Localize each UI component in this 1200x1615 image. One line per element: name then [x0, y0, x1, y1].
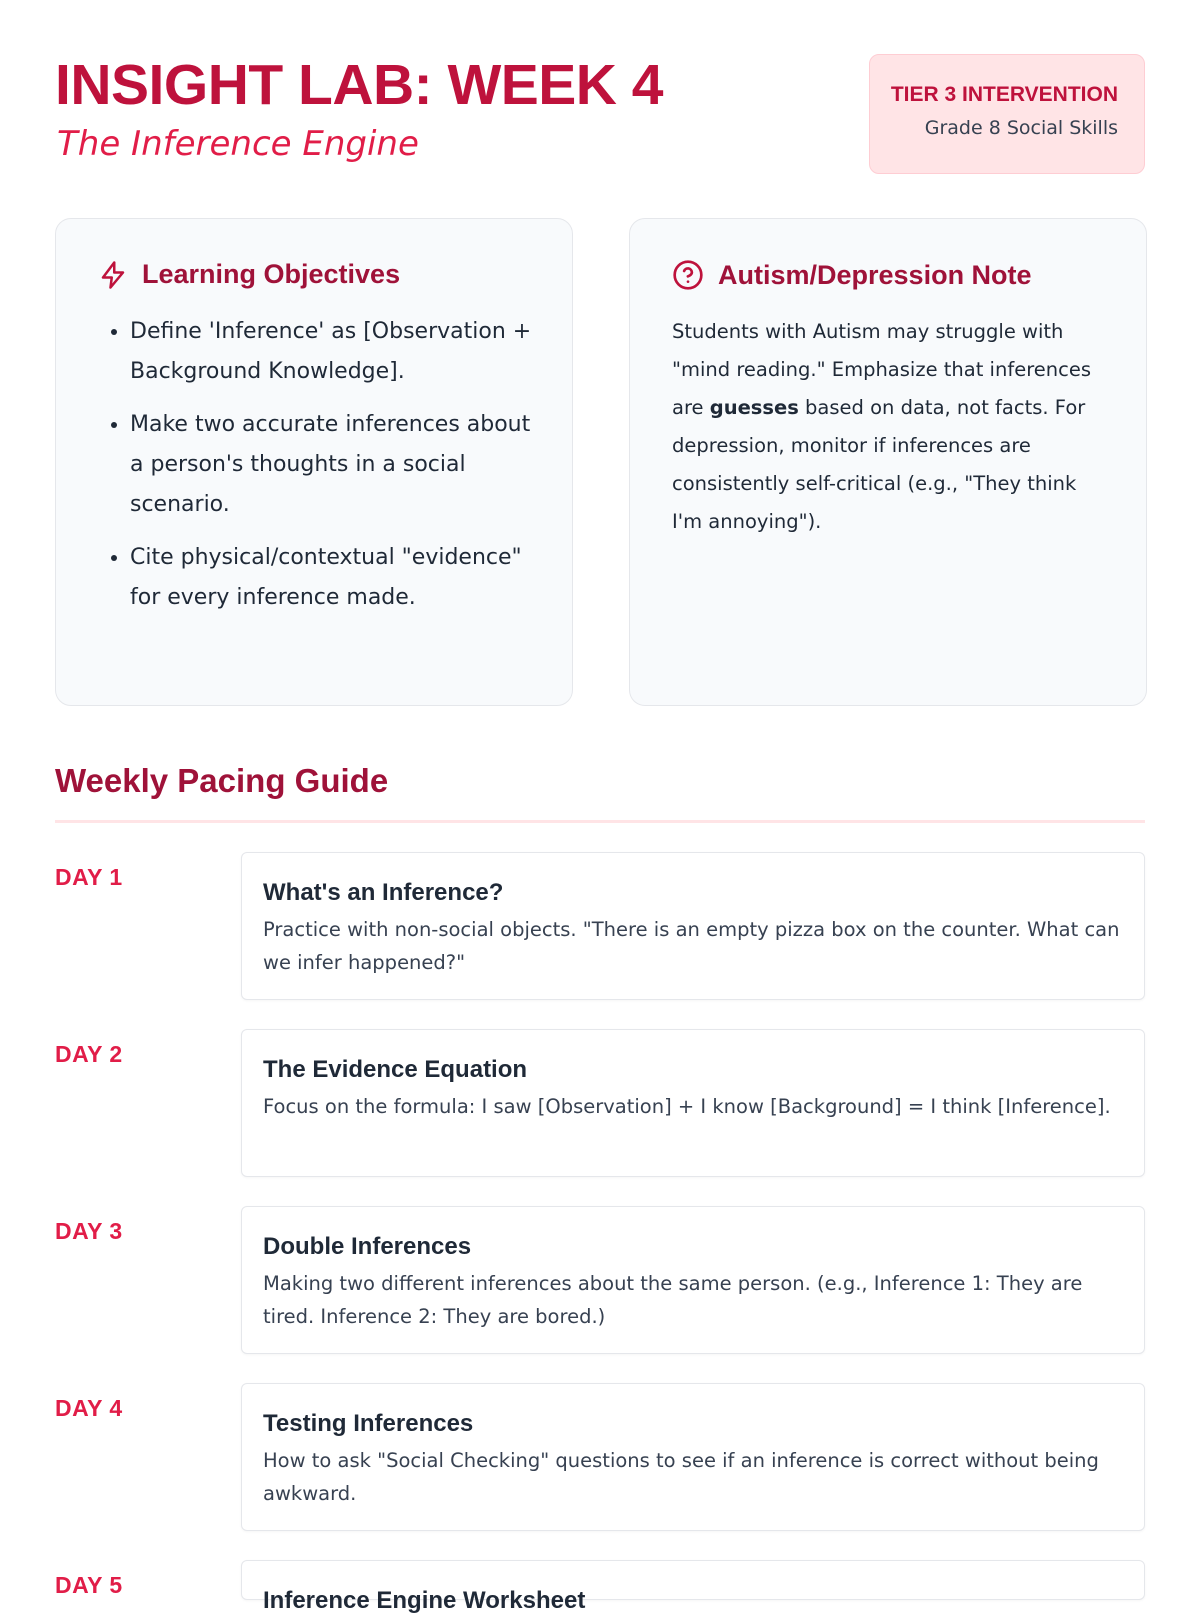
note-text	[672, 313, 1106, 541]
list-item: • Make two accurate inferences about a person's thoughts in a social scenario.	[130, 405, 532, 525]
note-emphasis: guesses	[709, 396, 799, 419]
day-title: The Evidence Equation	[263, 1056, 528, 1083]
question-circle-icon	[672, 259, 704, 291]
note-title: Autism/Depression Note	[718, 259, 1032, 290]
day-label: DAY 4	[55, 1395, 123, 1421]
day-description: Practice with non-social objects. "There is an empty pizza box on the counter. What can we infer happened?"	[263, 918, 1120, 974]
day-label: DAY 3	[55, 1218, 123, 1244]
page-title: INSIGHT LAB: WEEK 4	[55, 53, 664, 117]
learning-objectives-header	[98, 259, 532, 290]
note-text-part: Students with Autism may struggle with "mind reading." Emphasize that inferences are	[672, 320, 1092, 419]
day-label: DAY 5	[55, 1572, 123, 1598]
learning-objectives-card	[55, 218, 573, 706]
page-subtitle: The Inference Engine	[57, 124, 419, 164]
objectives-list	[98, 312, 532, 618]
day-card	[241, 852, 1145, 1000]
tier-grade-label: Grade 8 Social Skills	[924, 117, 1118, 139]
day-description: Focus on the formula: I saw [Observation] + I know [Background] = I think [Inference].	[263, 1095, 1111, 1118]
day-description: How to ask "Social Checking" questions to see if an inference is correct without being awkward.	[263, 1449, 1099, 1505]
day-card	[241, 1383, 1145, 1531]
day-title: Double Inferences	[263, 1233, 472, 1260]
tier-label: TIER 3 INTERVENTION	[890, 83, 1118, 106]
day-card	[241, 1560, 1145, 1614]
pacing-guide-title: Weekly Pacing Guide	[55, 762, 389, 799]
page-header	[55, 52, 1145, 182]
learning-objectives-title: Learning Objectives	[142, 259, 401, 289]
day-card	[241, 1206, 1145, 1354]
lightning-bolt-icon	[98, 260, 128, 290]
section-divider	[55, 820, 1145, 823]
day-title: Testing Inferences	[263, 1410, 474, 1437]
note-header	[672, 259, 1106, 291]
tier-badge	[869, 54, 1145, 174]
list-item: • Cite physical/contextual "evidence" for every inference made.	[130, 538, 532, 618]
autism-depression-note-card	[629, 218, 1147, 706]
day-label: DAY 2	[55, 1041, 123, 1067]
day-title: What's an Inference?	[263, 879, 504, 906]
day-card	[241, 1029, 1145, 1177]
list-item: • Define 'Inference' as [Observation + Background Knowledge].	[130, 312, 532, 392]
day-title: Inference Engine Worksheet	[263, 1587, 586, 1614]
day-description: Making two different inferences about the same person. (e.g., Inference 1: They are tired. Inference 2: They are bored.)	[263, 1272, 1083, 1328]
day-label: DAY 1	[55, 864, 123, 890]
note-text-part: based on data, not facts. For depression, monitor if inferences are consistently self-critical (e.g., "They think I'm annoying").	[672, 396, 1086, 533]
